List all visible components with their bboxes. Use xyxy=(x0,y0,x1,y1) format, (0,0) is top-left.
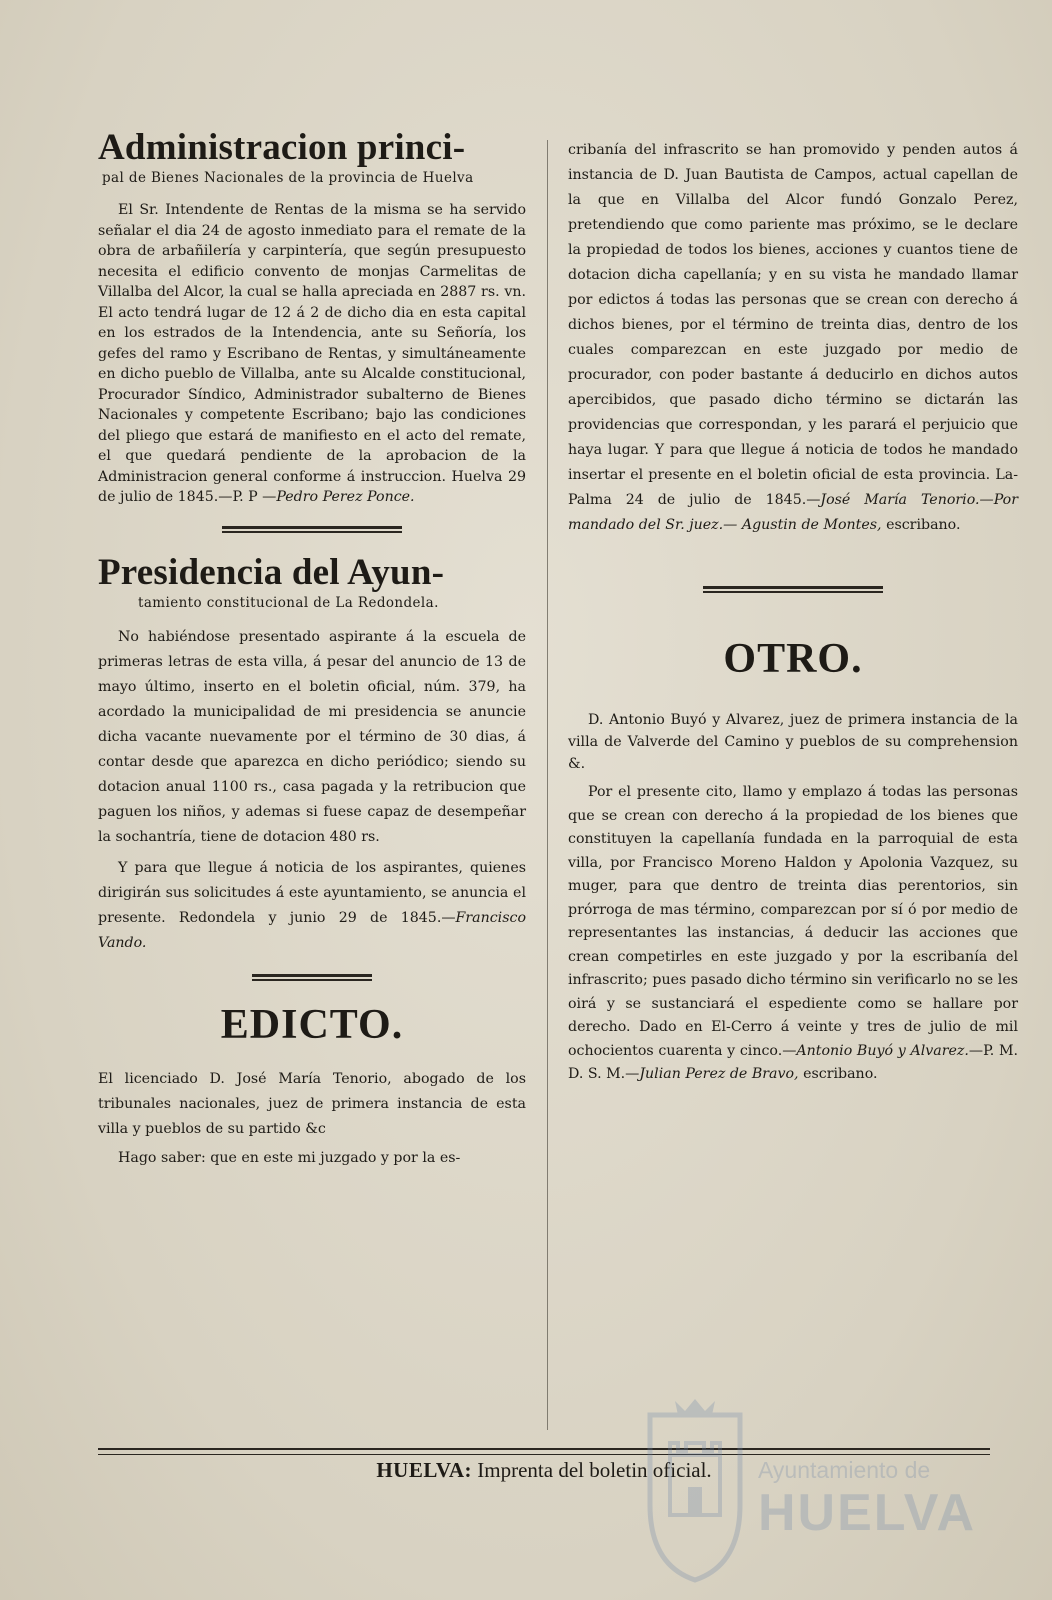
notice-edicto xyxy=(98,1001,526,1171)
notice-body: Por el presente cito, llamo y emplazo á todas las personas que se crean con derecho á la propiedad de los bienes que constituyen la capellanía fundada en la parroquial de esta villa, por Francisco Moreno Haldon y Apolonia Vazquez, su muger, para que dentro de treinta dias perentorios, sin prórroga de mas término, comparezcan por sí ó por medio de representantes las instancias, á deducir las acciones que crean competirles en este juzgado y por la escribanía del infrascrito; pues pasado dicho término sin verificarlo no se les oirá y se sustanciará el espediente como se hallare por derecho. Dado en El-Cerro á veinte y tres de julio de mil ochocientos cuarenta y cinco.—Antonio Buyó y Alvarez.—P. M. D. S. M.—Julian Perez de Bravo, escribano. xyxy=(568,784,1018,1082)
notice-body: No habiéndose presentado aspirante á la escuela de primeras letras de esta villa, á pesar del anuncio de 13 de mayo último, inserto en el boletin oficial, núm. 379, ha acordado la municipalidad de mi presidencia se anuncie dicha vacante nuevamente por el término de 30 dias, á contar desde que aparezca en dicho periódico; siendo su dotacion anual 1100 rs., casa pagada y la retribucion que paguen los niños, y ademas si fuese capaz de desempeñar la sochantría, tiene de dotacion 480 rs. xyxy=(98,628,526,845)
notice-signature: Julian Perez de Bravo, xyxy=(639,1066,799,1082)
watermark-text: Ayuntamiento de xyxy=(758,1457,931,1483)
notice-presidencia xyxy=(98,553,526,956)
left-column xyxy=(98,128,526,1171)
watermark xyxy=(640,1395,977,1595)
notice-administracion xyxy=(98,128,526,508)
notice-body: Y para que llegue á noticia de los aspirantes, quienes dirigirán sus solicitudes á este ayuntamiento, se anuncia el presente. Redondela y junio 29 de 1845.—Francisco Vando. xyxy=(98,859,526,951)
notice-signature: José María Tenorio.—Por mandado del Sr. juez.— Agustin de Montes, xyxy=(568,492,1018,533)
notice-title: OTRO. xyxy=(723,636,863,682)
imprint-printer: Imprenta del boletin oficial. xyxy=(477,1458,712,1482)
section-divider xyxy=(252,974,372,983)
column-divider xyxy=(547,140,548,1430)
coat-of-arms-icon xyxy=(640,1395,750,1585)
notice-title: Administracion princi- xyxy=(98,127,466,168)
notice-title: Presidencia del Ayun- xyxy=(98,551,445,593)
notice-body: El licenciado D. José María Tenorio, abogado de los tribunales nacionales, juez de primera instancia de esta villa y pueblos de su partido &c xyxy=(98,1070,526,1137)
notice-title: EDICTO. xyxy=(220,1001,404,1048)
section-divider xyxy=(222,526,402,535)
imprint-place: HUELVA: xyxy=(376,1458,473,1482)
notice-signature: Pedro Perez Ponce. xyxy=(276,489,415,505)
notice-signature: Francisco Vando. xyxy=(98,909,526,951)
notice-subtitle: tamiento constitucional de La Redondela. xyxy=(138,594,439,611)
watermark-text: HUELVA xyxy=(758,1484,977,1542)
notice-signature: Antonio Buyó y Alvarez. xyxy=(796,1042,969,1059)
notice-intro: D. Antonio Buyó y Alvarez, juez de primera instancia de la villa de Valverde del Camino y pueblos de su comprehension &. xyxy=(568,712,1018,772)
right-column xyxy=(568,138,1018,1087)
notice-edicto-continued xyxy=(568,138,1018,538)
notice-body: Hago saber: que en este mi juzgado y por la es- xyxy=(118,1149,461,1166)
notice-otro xyxy=(568,635,1018,1087)
section-divider xyxy=(703,586,883,595)
notice-subtitle: pal de Bienes Nacionales de la provincia de Huelva xyxy=(102,170,474,186)
notice-body: El Sr. Intendente de Rentas de la misma se ha servido señalar el dia 24 de agosto inmediato para el remate de la obra de arbañilería y carpintería, que según presupuesto necesita el edificio convento de monjas Carmelitas de Villalba del Alcor, la cual se halla apreciada en 2887 rs. vn. El acto tendrá lugar de 12 á 2 de dicho dia en esta capital en los estrados de la Intendencia, ante su Señoría, los gefes del ramo y Escribano de Rentas, y simultáneamente en dicho pueblo de Villalba, ante su Alcalde constitucional, Procurador Síndico, Administrador subalterno de Bienes Nacionales y competente Escribano; bajo las condiciones del pliego que estará de manifiesto en el acto del remate, el que quedará pendiente de la aprobacion de la Administracion general conforme á instruccion. Huelva 29 de julio de 1845.—P. P —Pedro Perez Ponce. xyxy=(98,202,526,505)
notice-body: cribanía del infrascrito se han promovido y penden autos á instancia de D. Juan Bautista de Campos, actual capellan de la que en Villalba del Alcor fundó Gonzalo Perez, pretendiendo que como pariente mas próximo, se le declare la propiedad de todos los bienes, acciones y cuantos tiene de dotacion dicha capellanía; y en su vista he mandado llamar por edictos á todas las personas que se crean con derecho á dichos bienes, por el término de treinta dias, dentro de los cuales comparezcan en este juzgado por medio de procurador, con poder bastante á deducirlo en dichos autos apercibidos, que pasado dicho término se dictarán las providencias que correspondan, y les parará el perjuicio que haya lugar. Y para que llegue á noticia de todos he mandado insertar el presente en el boletin oficial de esta provincia. La-Palma 24 de julio de 1845.—José María Tenorio.—Por mandado del Sr. juez.— Agustin de Montes, escribano. xyxy=(568,142,1018,533)
